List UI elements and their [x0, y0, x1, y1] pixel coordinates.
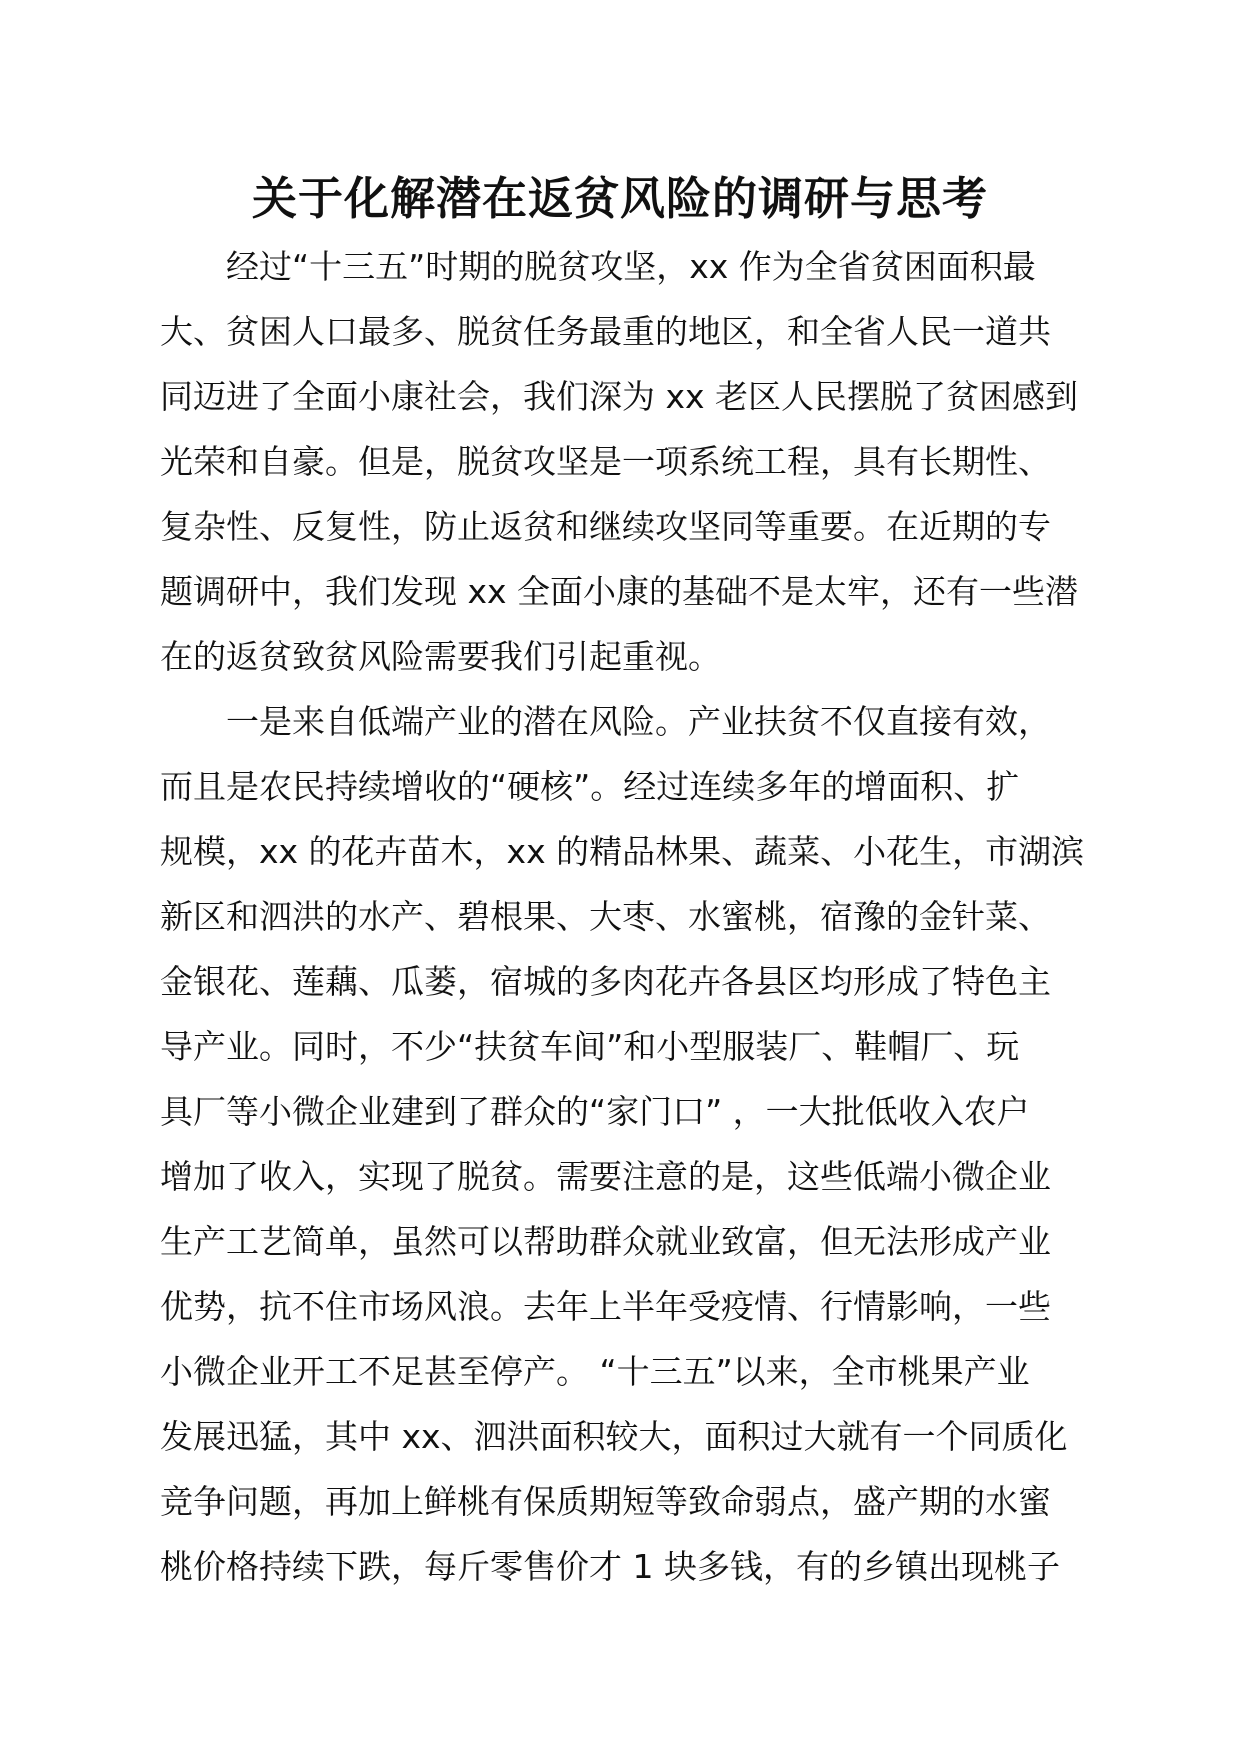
text-line: 而且是农民持续增收的“硬核”。经过连续多年的增面积、扩: [160, 767, 1020, 806]
text-line: 桃价格持续下跌，每斤零售价才 1 块多钱，有的乡镇出现桃子: [160, 1547, 1060, 1586]
text-line: 光荣和自豪。但是，脱贫攻坚是一项系统工程，具有长期性、: [160, 442, 1051, 481]
text-line: 规模，xx 的花卉苗木，xx 的精品林果、蔬菜、小花生，市湖滨: [160, 832, 1085, 871]
text-line: 一是来自低端产业的潜在风险。产业扶贫不仅直接有效，: [226, 702, 1051, 741]
text-line: 在的返贫致贫风险需要我们引起重视。: [160, 637, 721, 676]
text-line: 题调研中，我们发现 xx 全面小康的基础不是太牢，还有一些潜: [160, 572, 1079, 611]
text-line: 增加了收入，实现了脱贫。需要注意的是，这些低端小微企业: [160, 1157, 1051, 1196]
text-line: 同迈进了全面小康社会，我们深为 xx 老区人民摆脱了贫困感到: [160, 377, 1079, 416]
text-line: 复杂性、反复性，防止返贫和继续攻坚同等重要。在近期的专: [160, 507, 1051, 546]
text-line: 优势，抗不住市场风浪。去年上半年受疫情、行情影响，一些: [160, 1287, 1051, 1326]
text-line: 导产业。同时，不少“扶贫车间”和小型服装厂、鞋帽厂、玩: [160, 1027, 1020, 1066]
paragraph-low-end-industry-risk: [160, 689, 1090, 1599]
text-line: 发展迅猛，其中 xx、泗洪面积较大，面积过大就有一个同质化: [160, 1417, 1068, 1456]
document-title: 关于化解潜在返贫风险的调研与思考: [251, 172, 988, 225]
paragraph-intro: [160, 234, 1090, 689]
text-line: 新区和泗洪的水产、碧根果、大枣、水蜜桃，宿豫的金针菜、: [160, 897, 1051, 936]
text-line: 小微企业开工不足甚至停产。 “十三五”以来，全市桃果产业: [160, 1352, 1030, 1391]
text-line: 金银花、莲藕、瓜蒌，宿城的多肉花卉各县区均形成了特色主: [160, 962, 1051, 1001]
text-line: 生产工艺简单，虽然可以帮助群众就业致富，但无法形成产业: [160, 1222, 1051, 1261]
text-line: 经过“十三五”时期的脱贫攻坚，xx 作为全省贫困面积最: [226, 247, 1036, 286]
text-line: 竞争问题，再加上鲜桃有保质期短等致命弱点，盛产期的水蜜: [160, 1482, 1051, 1521]
text-line: 具厂等小微企业建到了群众的“家门口” ，一大批低收入农户: [160, 1092, 1030, 1131]
text-line: 大、贫困人口最多、脱贫任务最重的地区，和全省人民一道共: [160, 312, 1051, 351]
document-body: [160, 234, 1090, 1599]
